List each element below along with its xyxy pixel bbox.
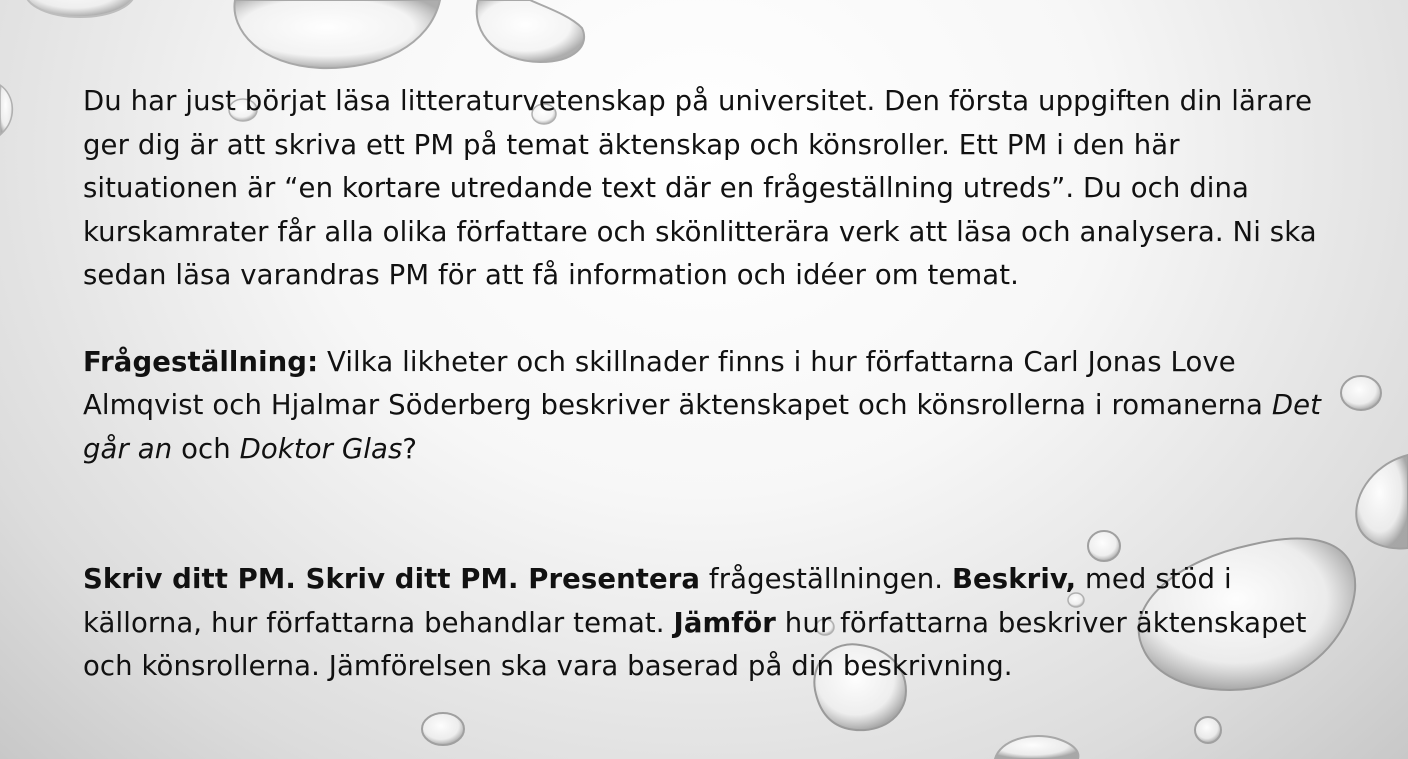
task-text-2: med stöd i källorna, hur författarna behandlar temat. <box>83 563 1232 639</box>
drop <box>25 0 135 17</box>
book-title-doktor-glas: Doktor Glas <box>239 432 403 465</box>
drop <box>422 713 464 745</box>
drop <box>477 0 584 62</box>
task-bold-2: Beskriv, <box>951 563 1077 595</box>
spacer <box>83 298 1333 341</box>
question-paragraph <box>83 341 1333 472</box>
question-end: ? <box>402 432 418 465</box>
question-and: och <box>172 432 240 465</box>
drop <box>1195 717 1221 743</box>
intro-paragraph: Du har just börjat läsa litteraturvetenskap på universitet. Den första uppgiften din lärare ger dig är att skriva ett PM på temat äktenskap och könsroller. Ett PM i den här situationen är “en kortare utredande text där en frågeställning utreds”. Du och dina kurskamrater får alla olika författare och skönlitterära verk att läsa och analysera. Ni ska sedan läsa varandras PM för att få information och idéer om temat. <box>83 85 1317 291</box>
drop <box>1356 455 1408 548</box>
question-text: Vilka likheter och skillnader finns i hur författarna Carl Jonas Love Almqvist och Hjalmar Söderberg beskriver äktenskapet och könsrollerna i romanerna <box>83 345 1272 421</box>
task-bold-1: Skriv ditt PM. Skriv ditt PM. Presentera <box>83 563 701 595</box>
question-label: Frågeställning: <box>83 345 319 378</box>
drop <box>0 85 12 135</box>
task-bold-3: Jämför <box>673 606 776 639</box>
drop <box>234 0 440 68</box>
book-title-det-gar-an: Det går an <box>83 389 1322 465</box>
task-paragraph <box>83 558 1333 689</box>
slide-body <box>83 80 1333 689</box>
task-text-3: hur författarna beskriver äktenskapet och könsrollerna. Jämförelsen ska vara baserad på din beskrivning. <box>83 606 1307 682</box>
drop <box>995 736 1078 759</box>
spacer <box>83 471 1333 558</box>
task-text-1: frågeställningen. <box>700 563 952 595</box>
drop <box>1341 376 1381 410</box>
